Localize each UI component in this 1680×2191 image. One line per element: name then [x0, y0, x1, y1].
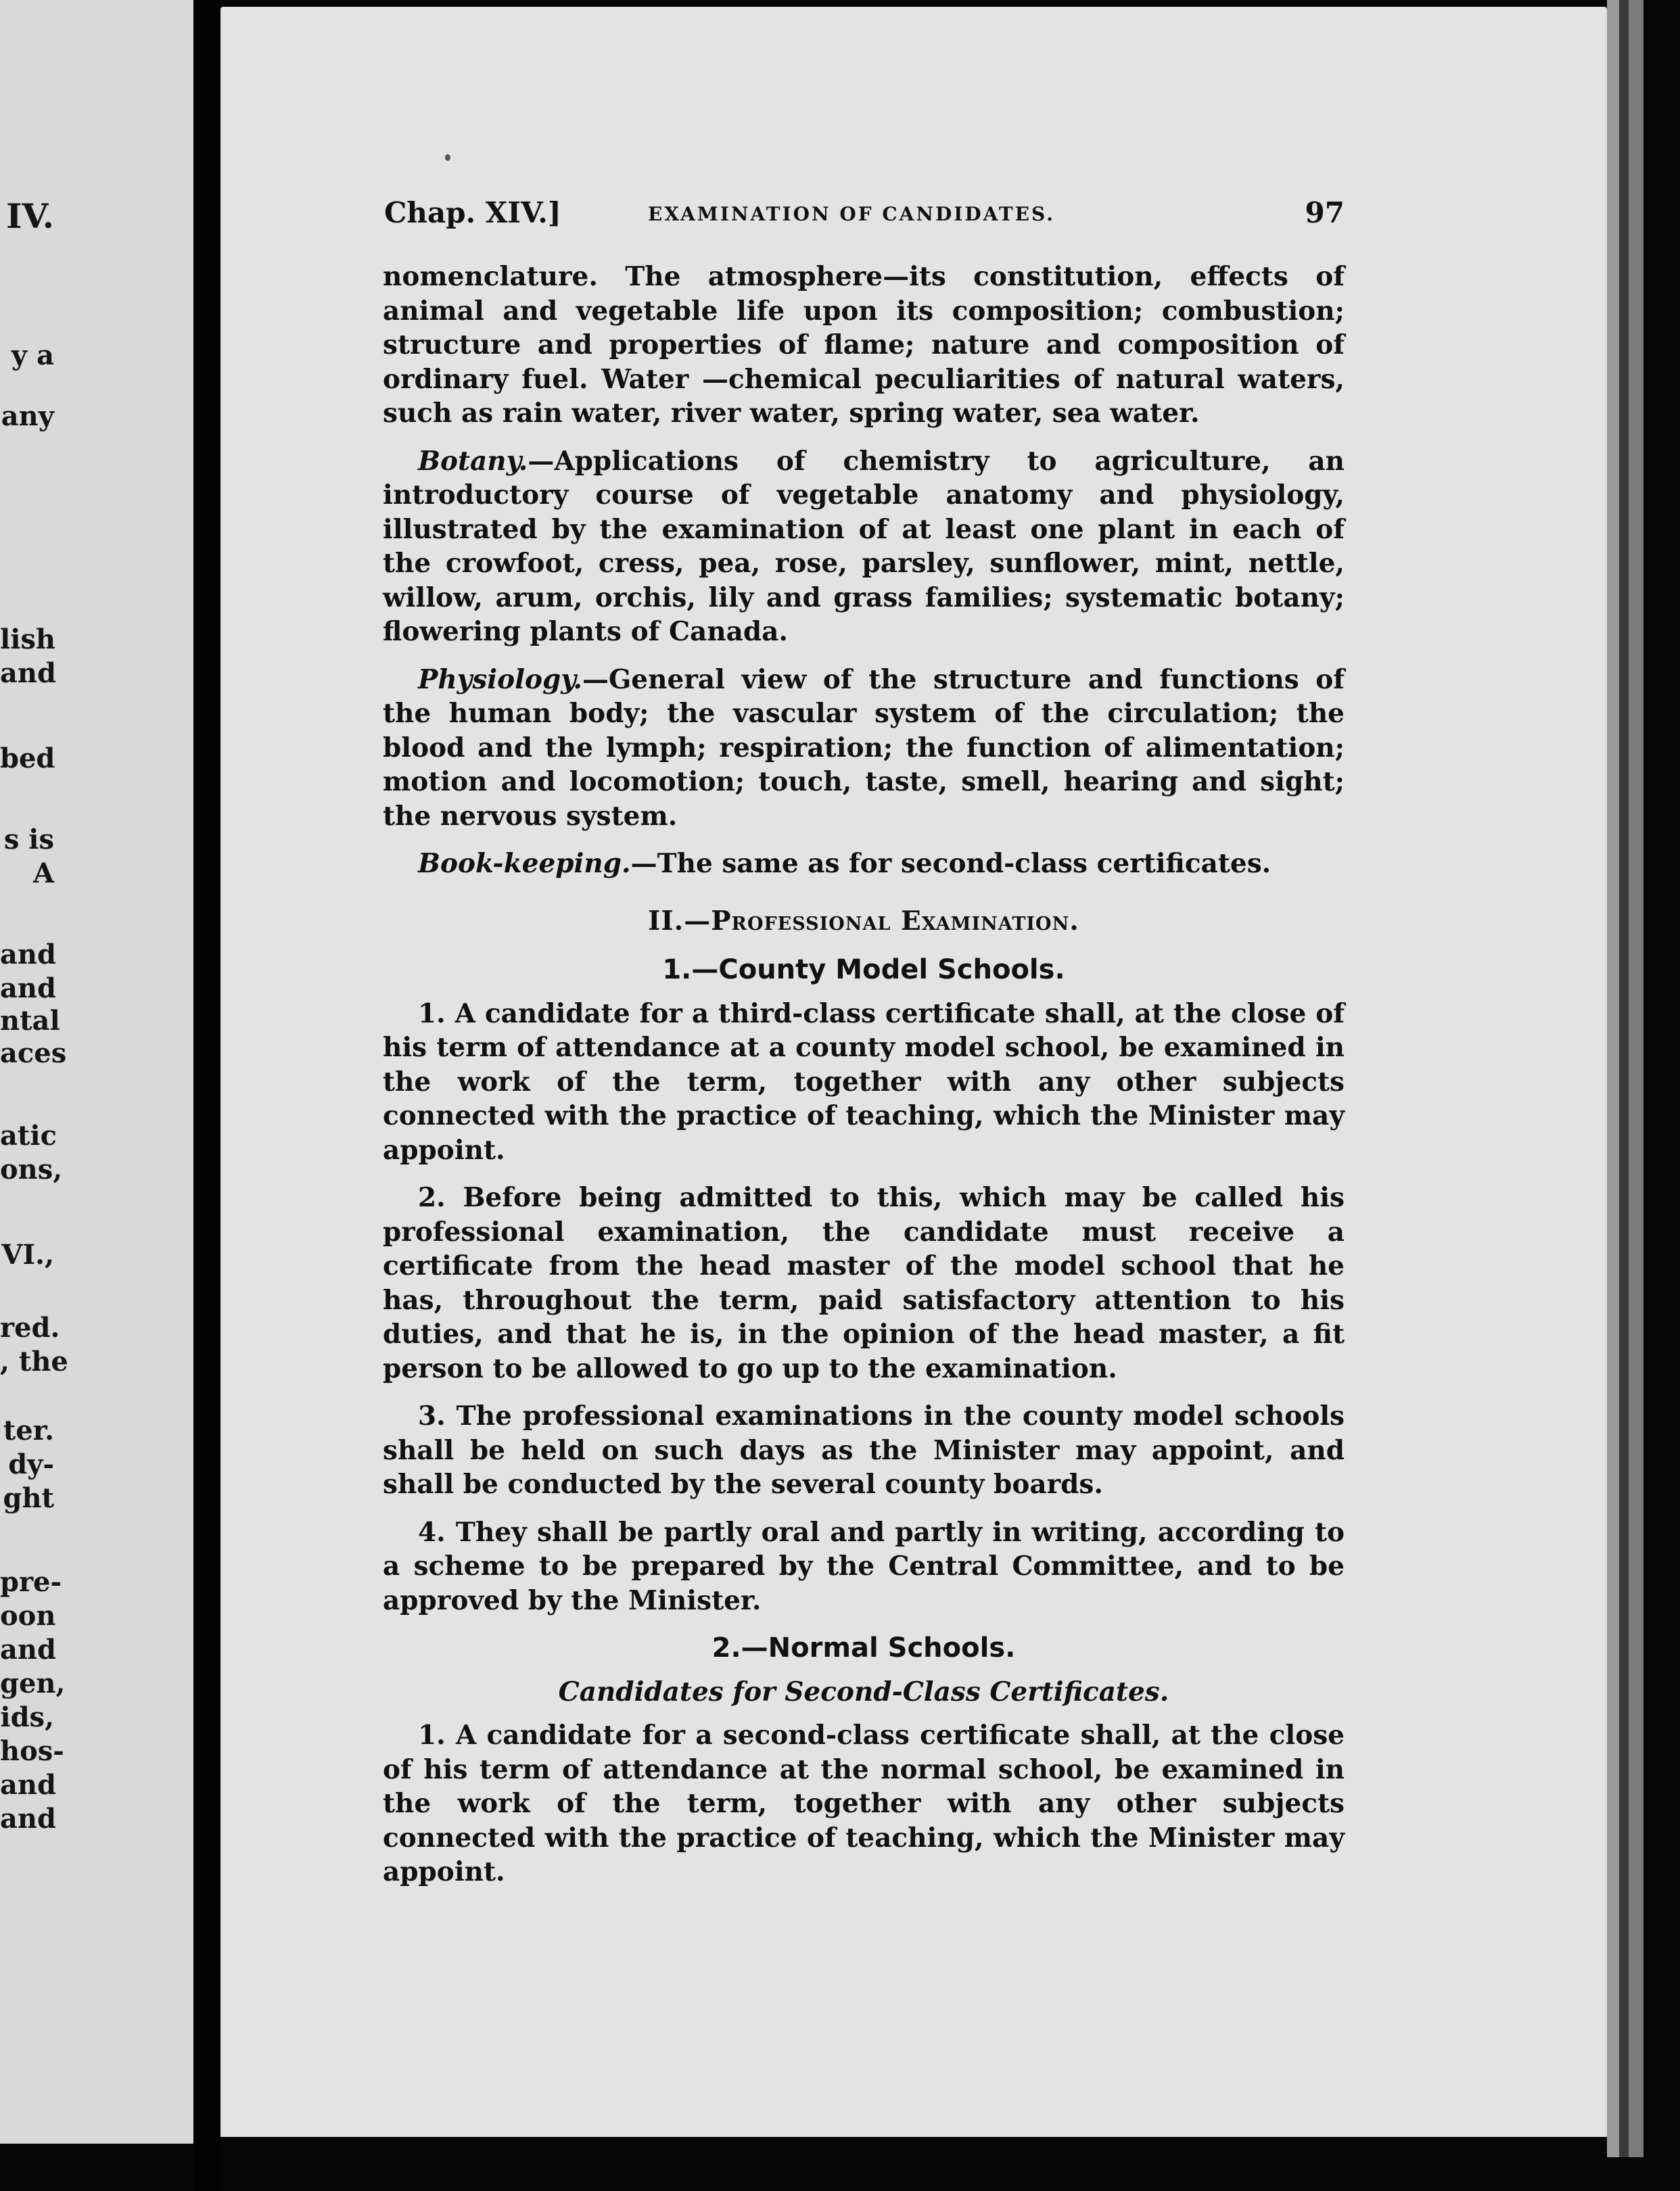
left-page-text-fragment: and: [0, 657, 56, 689]
page-edge: [1643, 0, 1680, 2157]
left-page-text-fragment: pre-: [0, 1566, 62, 1598]
left-page-text-fragment: any: [1, 400, 54, 432]
botany-label: Botany.: [418, 445, 528, 477]
running-header: [384, 196, 1345, 237]
county-item: 3. The professional examinations in the county model schools shall be held on such days as the Minister may appoint, and shall be conducted by the several county boards.: [383, 1400, 1345, 1500]
left-page-text-fragment: ter.: [3, 1415, 54, 1446]
normal-subheading: Candidates for Second-Class Certificates.: [558, 1676, 1169, 1707]
left-page-text-fragment: A: [32, 857, 54, 889]
page-edge: [1629, 0, 1643, 2157]
left-page-text-fragment: IV.: [6, 196, 54, 236]
bookkeeping-text: —The same as for second-class certificates.: [630, 848, 1271, 879]
left-page-text-fragment: and: [0, 1769, 56, 1801]
left-page-text-fragment: , the: [0, 1346, 68, 1377]
botany-text: —Applications of chemistry to agriculture, an introductory course of vegetable anatomy and physiology, illustrated by the examination of at least one plant in each of the crowfoot, cress, pea, rose, parsley, sunflower, mint, nettle, willow, arum, orchis, lily and grass families; systematic botany; flowering plants of Canada.: [383, 445, 1345, 647]
page-number: 97: [1305, 196, 1345, 229]
left-page-text-fragment: bed: [0, 743, 55, 774]
left-page-text-fragment: VI.,: [1, 1239, 54, 1271]
physiology-text: —General view of the structure and functions of the human body; the vascular system of the circulation; the blood and the lymph; respiration; the function of alimentation; motion and locomotion; touch, taste, smell, hearing and sight; the nervous system.: [383, 663, 1345, 832]
chapter-label: Chap. XIV.]: [384, 196, 561, 229]
paragraph-chemistry: nomenclature. The atmosphere—its constitution, effects of animal and vegetable life upon its composition; combustion; structure and properties of flame; nature and composition of ordinary fuel. Water —chemical peculiarities of natural waters, such as rain water, river water, spring water, sea water.: [383, 261, 1345, 429]
page-edge: [1619, 0, 1629, 2157]
county-heading: 1.—County Model Schools.: [662, 954, 1065, 985]
section-heading: II.—Professional Examination.: [648, 905, 1079, 937]
paragraph-bookkeeping: [383, 847, 1345, 881]
left-page-text-fragment: lish: [0, 623, 55, 655]
left-page-text-fragment: ght: [3, 1482, 54, 1514]
normal-heading: 2.—Normal Schools.: [711, 1632, 1016, 1664]
left-page-text-fragment: y a: [11, 339, 54, 371]
left-page-text-fragment: and: [0, 939, 56, 970]
left-page-text-fragment: aces: [0, 1037, 67, 1069]
left-page-text-fragment: dy-: [8, 1448, 54, 1480]
left-page-text-fragment: atic: [0, 1120, 57, 1152]
binding-gutter: [193, 0, 220, 2191]
normal-item: 1. A candidate for a second-class certificate shall, at the close of his term of attendance at the normal school, be examined in the work of the term, together with any other subjects connected with the practice of teaching, which the Minister may appoint.: [383, 1720, 1345, 1887]
page-edge: [1607, 0, 1619, 2157]
county-item: 4. They shall be partly oral and partly in writing, according to a scheme to be prepared by the Central Committee, and to be approved by the Minister.: [383, 1516, 1345, 1616]
left-page-text-fragment: oon: [0, 1600, 56, 1632]
left-page-text-fragment: and: [0, 1634, 56, 1666]
running-title: EXAMINATION OF CANDIDATES.: [648, 203, 1055, 225]
paragraph-botany: [383, 444, 1345, 649]
bookkeeping-label: Book-keeping.: [418, 848, 631, 879]
left-page-text-fragment: red.: [0, 1312, 60, 1344]
left-page-fragment: [0, 0, 193, 2144]
left-page-text-fragment: and: [0, 972, 56, 1004]
page-body: [383, 260, 1345, 1903]
paragraph-physiology: [383, 663, 1345, 834]
physiology-label: Physiology.: [418, 663, 582, 695]
left-page-text-fragment: ntal: [0, 1005, 60, 1037]
left-page-text-fragment: hos-: [0, 1735, 64, 1767]
county-item: 1. A candidate for a third-class certificate shall, at the close of his term of attendance at a county model school, be examined in the work of the term, together with any other subjects connected with the practice of teaching, which the Minister may appoint.: [383, 997, 1345, 1166]
left-page-text-fragment: and: [0, 1803, 56, 1835]
ink-speck: [445, 154, 450, 161]
left-page-text-fragment: ids,: [0, 1701, 54, 1733]
left-page-text-fragment: ons,: [0, 1154, 63, 1185]
left-page-text-fragment: gen,: [0, 1668, 66, 1699]
county-item: 2. Before being admitted to this, which may be called his professional examination, the candidate must receive a certificate from the head master of the model school that he has, throughout the term, paid satisfactory attention to his duties, and that he is, in the opinion of the head master, a fit person to be allowed to go up to the examination.: [383, 1182, 1345, 1384]
left-page-text-fragment: s is: [3, 824, 54, 855]
